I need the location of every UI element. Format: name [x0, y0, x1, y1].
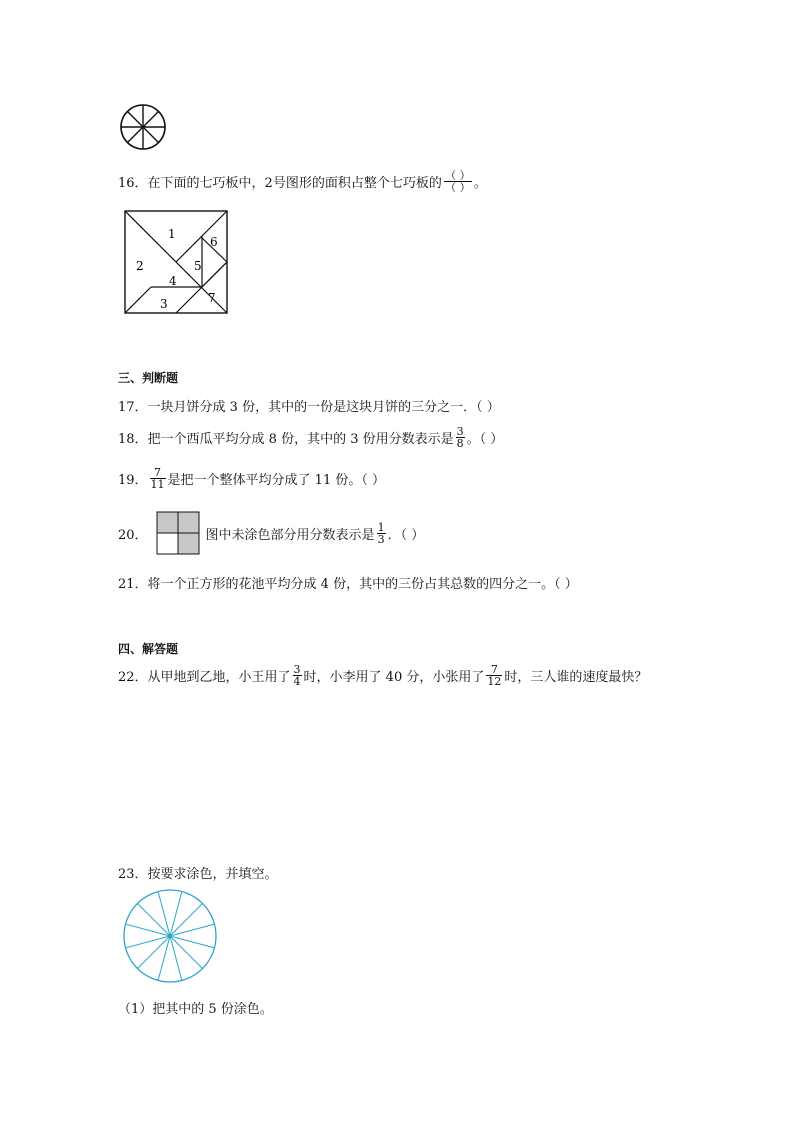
q22-fraction-1 [293, 664, 302, 687]
q18-den: 8 [456, 437, 464, 450]
question-21: 21．将一个正方形的花池平均分成 4 份，其中的三份占其总数的四分之一。（ ） [118, 577, 578, 592]
q20-den: 3 [377, 532, 385, 546]
q20-end: ．（ ） [387, 527, 425, 543]
q16-end: 。 [473, 176, 487, 191]
question-23-sub-1: （1）把其中的 5 份涂色。 [118, 1002, 273, 1017]
q22-f2-den: 12 [487, 675, 502, 688]
q19-num: 7 [154, 466, 162, 479]
q18-end: 。（ ） [466, 432, 504, 447]
q20-fraction [377, 522, 386, 545]
twelfths-divider-line [170, 903, 203, 936]
tangram-label-5: 5 [194, 259, 202, 273]
q19-den: 11 [150, 478, 165, 491]
eighths-circle-figure [119, 103, 167, 151]
q22-fraction-2 [486, 664, 502, 687]
q22-part3: 时，三人谁的速度最快？ [504, 670, 648, 685]
question-22 [118, 664, 647, 687]
q18-num: 3 [456, 425, 464, 438]
question-23: 23．按要求涂色，并填空。 [118, 867, 278, 882]
question-20 [118, 511, 424, 555]
q22-f1-den: 4 [293, 675, 301, 688]
q16-frac-num: （ ） [445, 169, 471, 182]
q18-text: 18．把一个西瓜平均分成 8 份，其中的 3 份用分数表示是 [118, 432, 454, 447]
q16-number: 16． [118, 176, 148, 191]
section-4-heading: 四、解答题 [118, 642, 179, 656]
section-3-heading: 三、判断题 [118, 371, 179, 385]
question-17: 17．一块月饼分成 3 份，其中的一份是这块月饼的三分之一．（ ） [118, 400, 500, 415]
q22-f1-num: 3 [293, 663, 301, 676]
tangram-label-3: 3 [160, 297, 168, 311]
q20-text: 图中未涂色部分用分数表示是 [205, 527, 375, 543]
twelfths-divider-line [126, 924, 170, 936]
q19-number: 19． [118, 473, 148, 488]
q16-text: 在下面的七巧板中，2号图形的面积占整个七巧板的 [147, 176, 442, 191]
q18-fraction [456, 426, 465, 449]
twelfths-divider-line [170, 924, 214, 936]
q22-part1: 22．从甲地到乙地，小王用了 [118, 670, 291, 685]
q16-frac-den: （ ） [445, 181, 471, 194]
tangram-label-1: 1 [168, 227, 176, 241]
tangram-label-4: 4 [169, 274, 177, 288]
twelfths-divider-line [170, 892, 182, 936]
q16-blank-fraction[interactable] [444, 170, 472, 193]
twelfths-divider-line [170, 936, 203, 969]
tangram-label-7: 7 [208, 291, 216, 305]
q19-text: 是把一个整体平均分成了 11 份。（ ） [167, 473, 385, 488]
twelfths-divider-line [126, 936, 170, 948]
twelfths-divider-line [170, 936, 214, 948]
twelfths-divider-line [158, 892, 170, 936]
q20-number: 20． [118, 527, 148, 543]
shaded-grid-figure [156, 511, 200, 555]
q20-num: 1 [377, 520, 385, 534]
q19-fraction [150, 467, 166, 490]
twelfths-circle-figure[interactable] [122, 888, 218, 984]
question-18 [118, 426, 503, 449]
tangram-figure [124, 210, 228, 314]
tangram-label-2: 2 [136, 259, 144, 273]
tangram-label-6: 6 [210, 235, 218, 249]
twelfths-divider-line [158, 936, 170, 980]
q22-f2-num: 7 [490, 663, 498, 676]
q22-part2: 时，小李用了 40 分，小张用了 [303, 670, 485, 685]
twelfths-divider-line [137, 903, 170, 936]
question-19 [118, 467, 385, 490]
twelfths-divider-line [137, 936, 170, 969]
question-16 [118, 170, 487, 193]
twelfths-divider-line [170, 936, 182, 980]
